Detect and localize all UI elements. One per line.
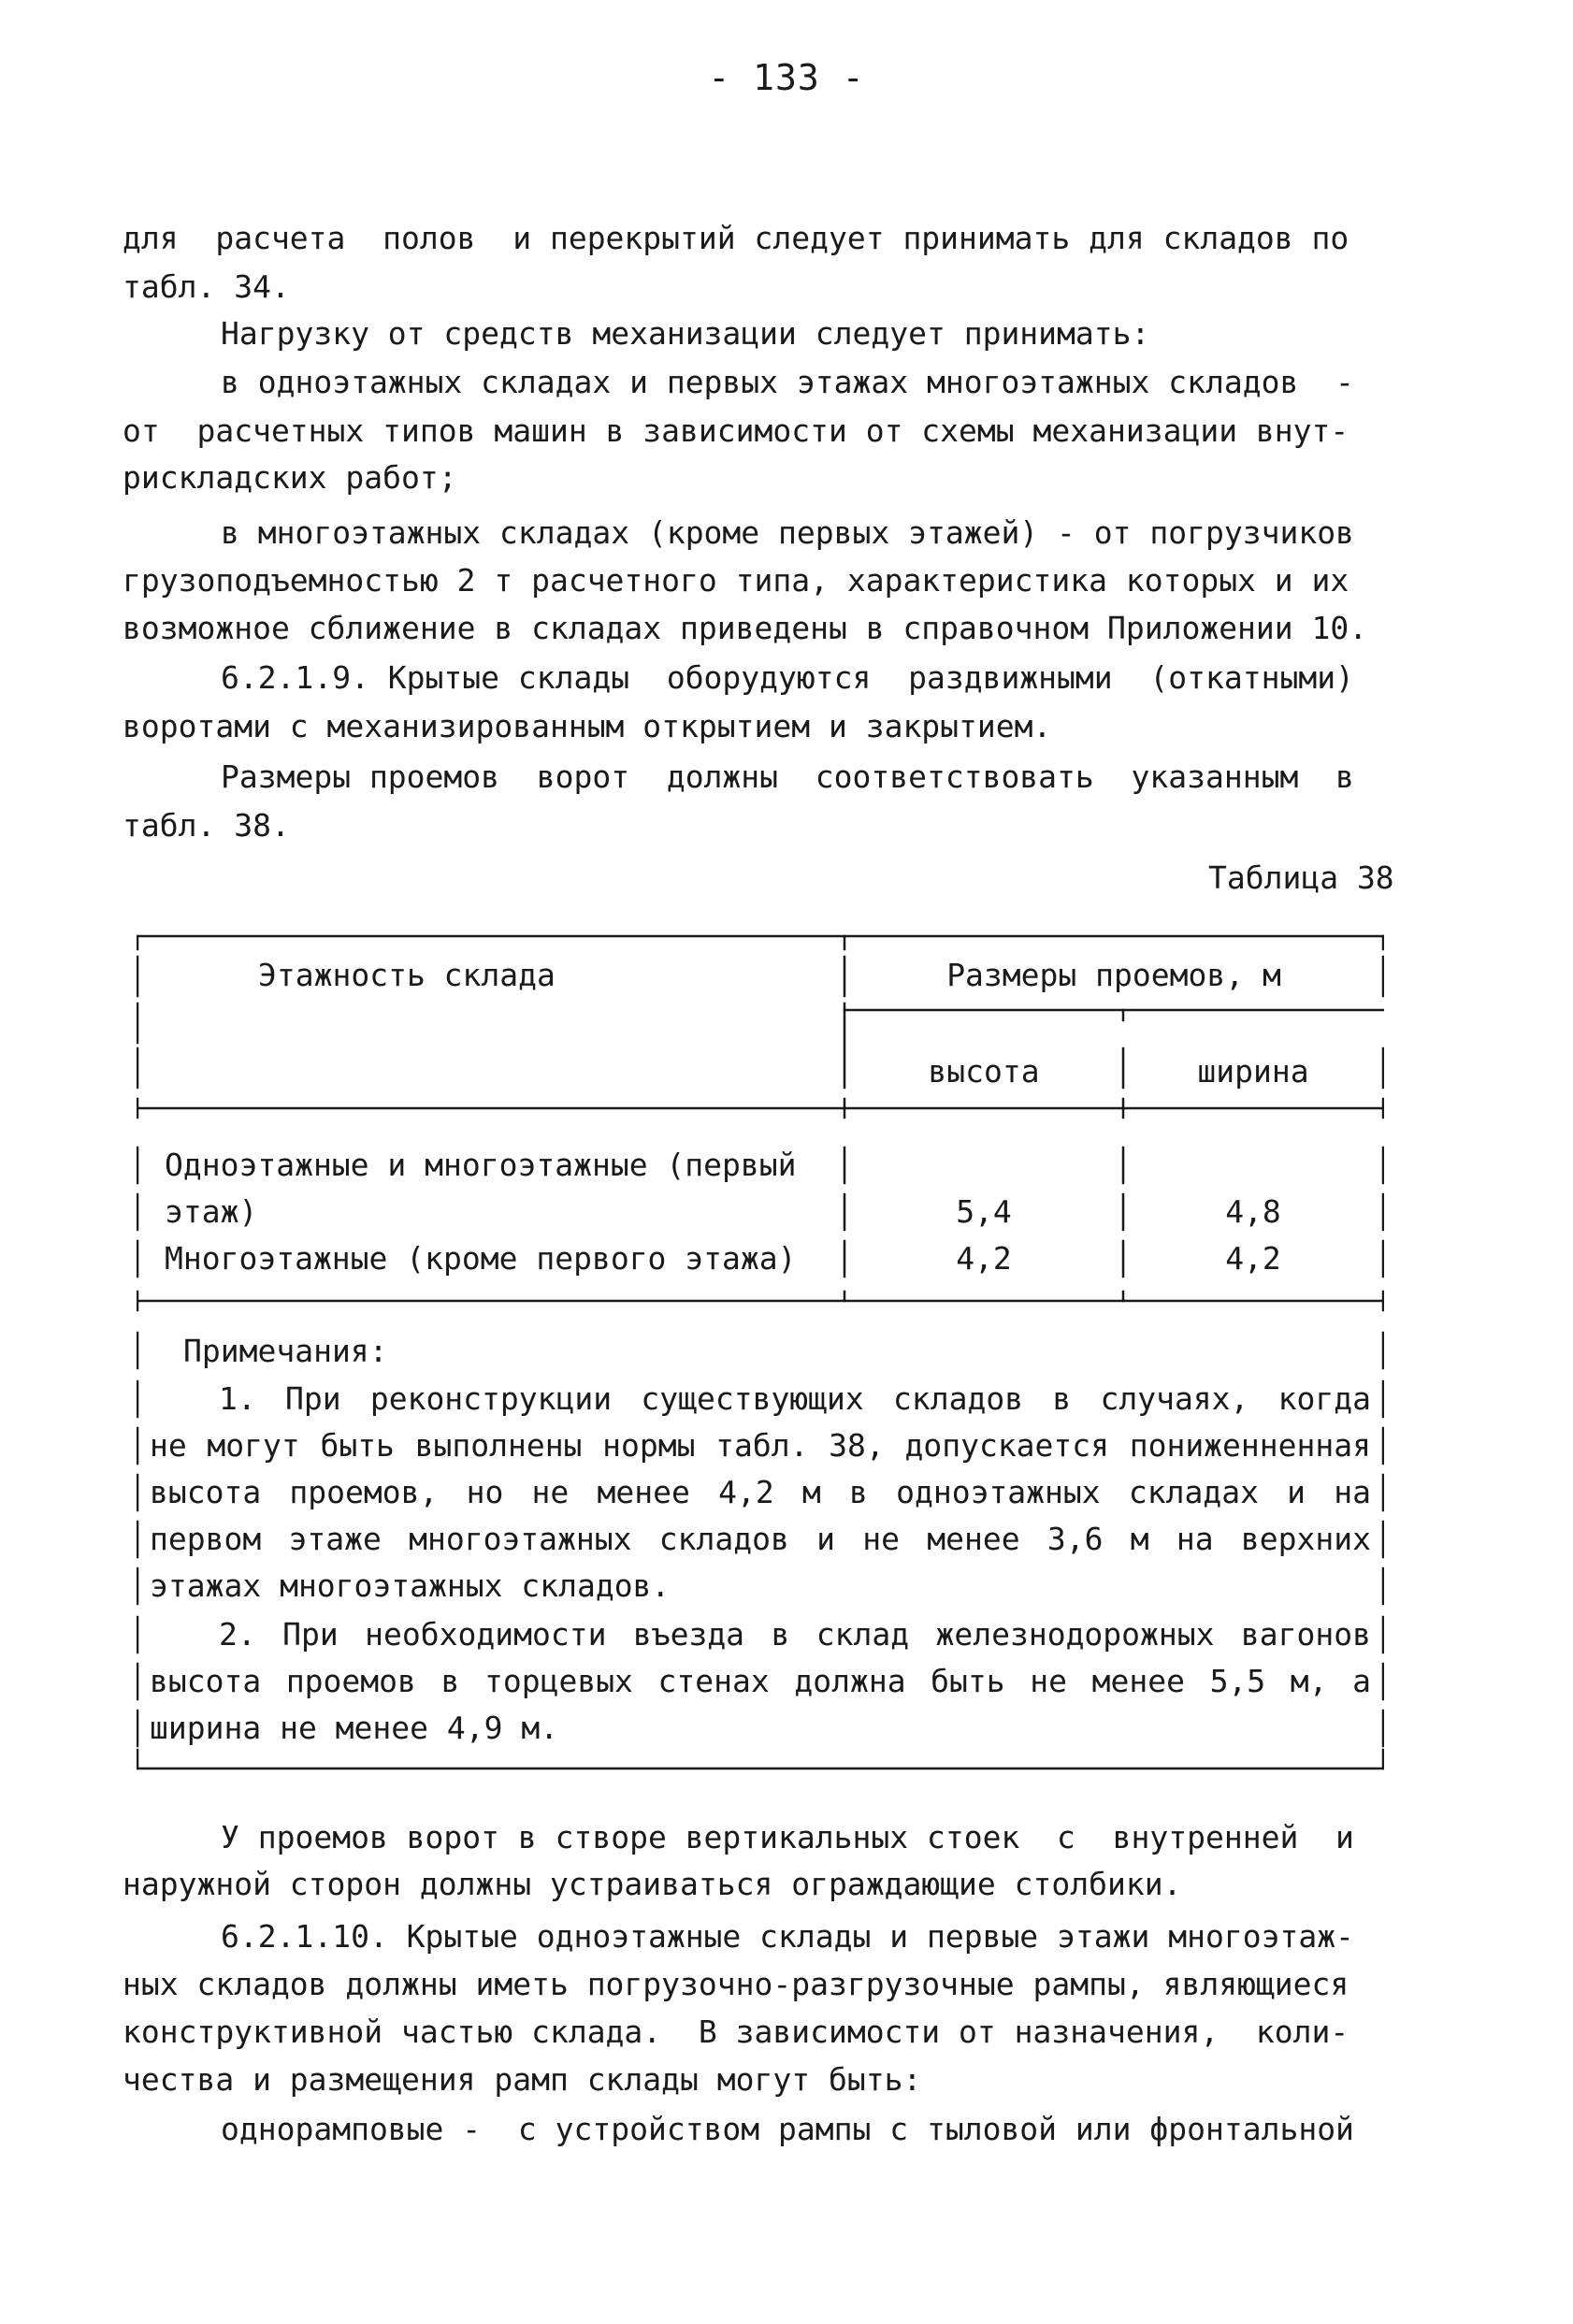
paragraph-line: табл. 34. (123, 268, 290, 305)
paragraph-line: конструктивной частью склада. В зависимости от назначения, коли- (123, 2014, 1349, 2050)
table-cell-width: 4,2 (1225, 1240, 1281, 1277)
section-heading-line: 6.2.1.9. Крытые склады оборудуются раздвижными (откатными) (221, 659, 1354, 696)
paragraph-line: грузоподъемностью 2 т расчетного типа, характеристика которых и их (123, 562, 1349, 599)
table-notes-title: Примечания: (183, 1333, 388, 1369)
table-header-storey: Этажность склада (258, 957, 556, 993)
table-cell-width: 4,8 (1225, 1193, 1281, 1230)
table-note-line: 2. При необходимости въезда в склад железнодорожных вагонов (219, 1616, 1371, 1653)
paragraph-line: ных складов должны иметь погрузочно-разгрузочные рампы, являющиеся (123, 1966, 1349, 2002)
table-38 (137, 929, 1384, 1798)
table-note-line: первом этаже многоэтажных складов и не менее 3,6 м на верхних (150, 1521, 1371, 1557)
table-note-line: ширина не менее 4,9 м. (150, 1710, 559, 1746)
table-note-line: 1. При реконструкции существующих складов в случаях, когда (219, 1380, 1371, 1417)
table-note-line: высота проемов в торцевых стенах должна быть не менее 5,5 м, а (150, 1663, 1371, 1699)
paragraph-line: для расчета полов и перекрытий следует принимать для складов по (123, 220, 1349, 256)
paragraph-line: от расчетных типов машин в зависимости от схемы механизации внут- (123, 412, 1349, 449)
page-number: - 133 - (708, 57, 865, 98)
table-note-line: этажах многоэтажных складов. (150, 1567, 671, 1604)
paragraph-line: Нагрузку от средств механизации следует принимать: (221, 315, 1150, 352)
table-row-label: Многоэтажные (кроме первого этажа) (165, 1240, 797, 1277)
paragraph-line: Размеры проемов ворот должны соответствовать указанным в (221, 758, 1354, 795)
section-heading-line: 6.2.1.10. Крытые одноэтажные склады и первые этажи многоэтаж- (221, 1918, 1354, 1955)
table-cell-height: 4,2 (956, 1240, 1012, 1277)
table-caption: Таблица 38 (1208, 859, 1394, 896)
table-header-width: ширина (1197, 1053, 1309, 1090)
paragraph-line: У проемов ворот в створе вертикальных стоек с внутренней и (221, 1819, 1354, 1855)
table-header-height: высота (928, 1053, 1040, 1090)
paragraph-line: в одноэтажных складах и первых этажах многоэтажных складов - (221, 364, 1354, 400)
paragraph-line: воротами с механизированным открытием и закрытием. (123, 708, 1052, 744)
paragraph-line: однорамповые - с устройством рампы с тыловой или фронтальной (221, 2111, 1354, 2147)
paragraph-line: табл. 38. (123, 807, 290, 844)
table-row-label: Одноэтажные и многоэтажные (первый (165, 1147, 797, 1183)
table-header-opening-sizes: Размеры проемов, м (946, 957, 1281, 993)
paragraph-line: чества и размещения рамп склады могут быть: (123, 2061, 922, 2098)
table-note-line: не могут быть выполнены нормы табл. 38, допускается пониженненная (150, 1427, 1371, 1464)
paragraph-line: в многоэтажных складах (кроме первых этажей) - от погрузчиков (221, 514, 1354, 551)
paragraph-line: наружной сторон должны устраиваться ограждающие столбики. (123, 1866, 1182, 1902)
paragraph-line: рискладских работ; (123, 459, 457, 496)
table-note-line: высота проемов, но не менее 4,2 м в одноэтажных складах и на (150, 1474, 1371, 1510)
table-cell-height: 5,4 (956, 1193, 1012, 1230)
table-row-label: этаж) (165, 1193, 258, 1230)
paragraph-line: возможное сближение в складах приведены в справочном Приложении 10. (123, 610, 1368, 646)
